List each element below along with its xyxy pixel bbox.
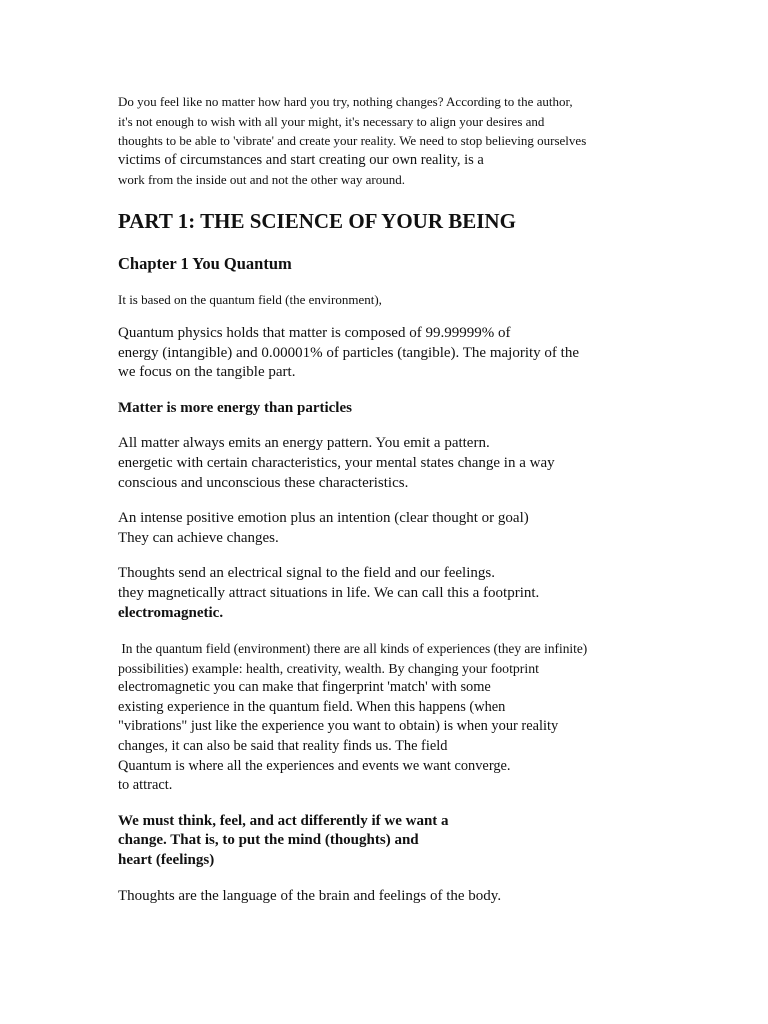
bold-paragraph: [118, 812, 618, 871]
intro-line: it's not enough to wish with all your might, it's necessary to align your desires and: [118, 113, 545, 129]
matter-subheading: [118, 399, 618, 419]
field-paragraph: [118, 639, 618, 796]
paragraph-line: we focus on the tangible part.: [118, 364, 296, 381]
paragraph-line: existing experience in the quantum field. When this happens (when: [118, 698, 506, 715]
paragraph-line: Thoughts send an electrical signal to the field and our feelings.: [118, 565, 495, 582]
paragraph-line: "vibrations" just like the experience you want to obtain) is when your reality: [118, 718, 559, 735]
chapter-note: [118, 291, 618, 309]
intro-paragraph: [118, 92, 618, 190]
paragraph-line: Quantum physics holds that matter is composed of 99.99999% of: [118, 324, 511, 341]
intro-line: work from the inside out and not the other way around.: [118, 172, 406, 188]
subheading-line: Matter is more energy than particles: [118, 399, 352, 416]
paragraph-line: energy (intangible) and 0.00001% of particles (tangible). The majority of the: [118, 344, 579, 361]
paragraph-line: Thoughts are the language of the brain and feelings of the body.: [118, 887, 502, 904]
pattern-paragraph: [118, 434, 618, 493]
quantum-paragraph: [118, 324, 618, 383]
emotion-paragraph: [118, 509, 618, 548]
paragraph-line: An intense positive emotion plus an intention (clear thought or goal): [118, 510, 529, 527]
paragraph-line-bold: heart (feelings): [118, 852, 215, 869]
paragraph-line: electromagnetic you can make that fingerprint 'match' with some: [118, 679, 491, 696]
paragraph-line: to attract.: [118, 777, 173, 794]
paragraph-line: conscious and unconscious these characteristics.: [118, 474, 409, 491]
intro-line: Do you feel like no matter how hard you try, nothing changes? According to the author,: [118, 94, 573, 109]
paragraph-line: In the quantum field (environment) there are all kinds of experiences (they are infinite): [118, 641, 588, 657]
paragraph-line: changes, it can also be said that reality finds us. The field: [118, 738, 448, 755]
chapter-note-line: It is based on the quantum field (the environment),: [118, 291, 382, 307]
thoughts-paragraph: [118, 564, 618, 623]
paragraph-line-bold: We must think, feel, and act differently if we want a: [118, 812, 449, 829]
chapter-title: Chapter 1 You Quantum: [118, 253, 292, 273]
paragraph-line: Quantum is where all the experiences and events we want converge.: [118, 757, 511, 774]
document-content: [118, 92, 618, 906]
paragraph-line-bold: change. That is, to put the mind (thoughts) and: [118, 832, 419, 849]
paragraph-line: They can achieve changes.: [118, 529, 279, 546]
intro-line: victims of circumstances and start creating our own reality, is a: [118, 151, 484, 168]
closing-paragraph: [118, 887, 618, 907]
paragraph-line: All matter always emits an energy pattern. You emit a pattern.: [118, 435, 490, 452]
intro-line: thoughts to be able to 'vibrate' and create your reality. We need to stop believing ourselves: [118, 133, 587, 149]
paragraph-line: they magnetically attract situations in life. We can call this a footprint.: [118, 584, 540, 601]
part-title: PART 1: THE SCIENCE OF YOUR BEING: [118, 208, 516, 233]
paragraph-line-bold: electromagnetic.: [118, 604, 224, 621]
paragraph-line: energetic with certain characteristics, your mental states change in a way: [118, 454, 555, 471]
paragraph-line: possibilities) example: health, creativity, wealth. By changing your footprint: [118, 660, 539, 676]
